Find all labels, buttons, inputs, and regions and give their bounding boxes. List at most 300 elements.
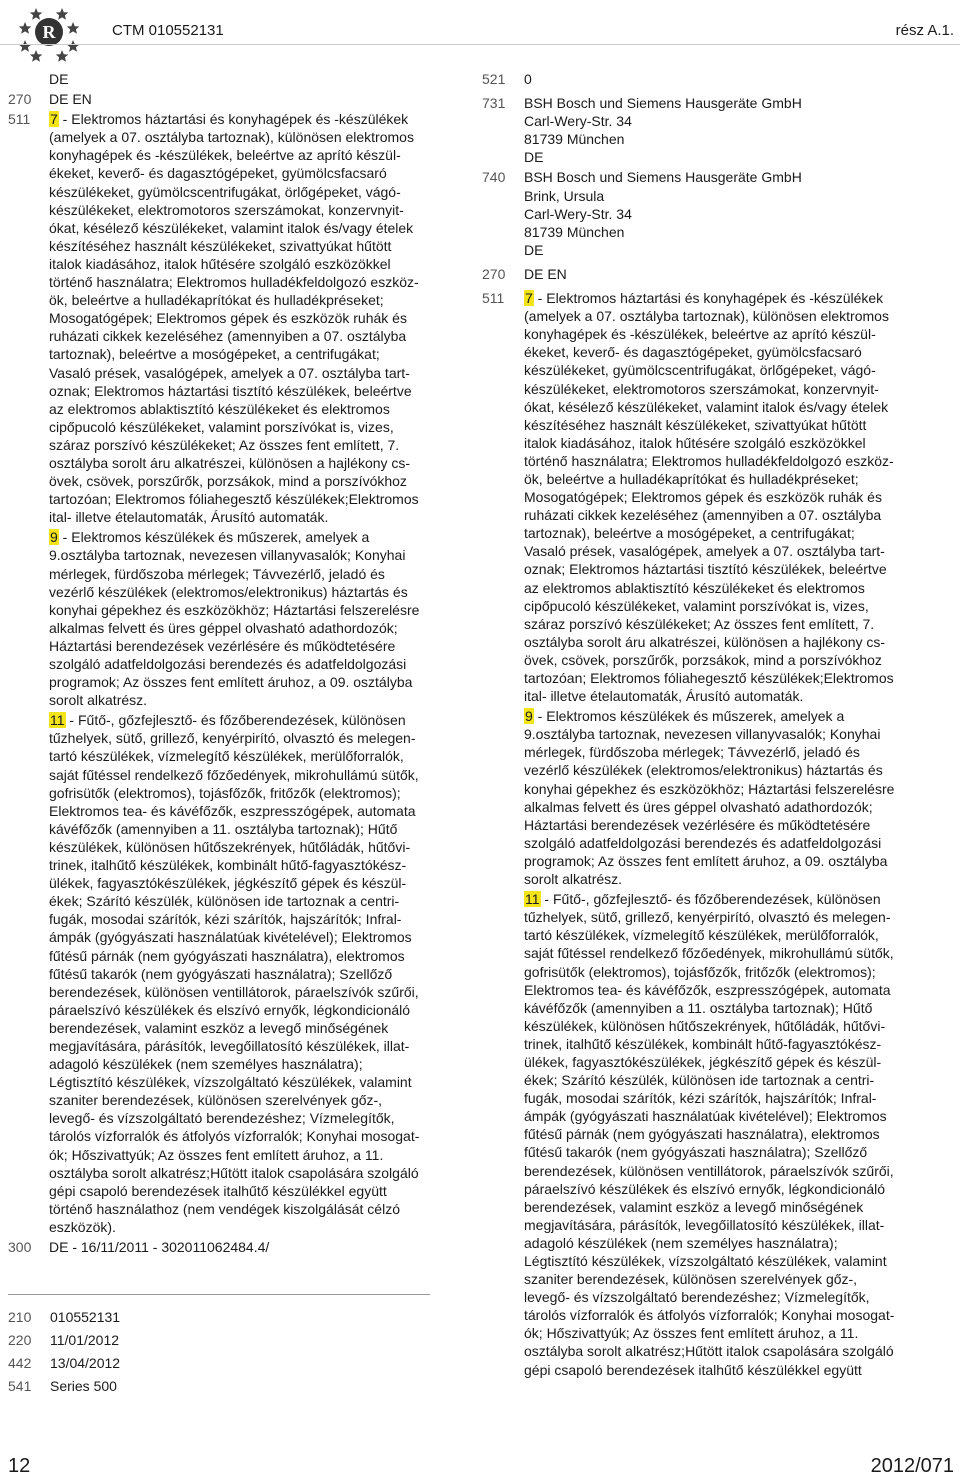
text-line — [524, 852, 912, 870]
text-span: cipőpucoló készülékeket, valamint porszívókat is, vizes, — [524, 597, 869, 614]
priority-row — [8, 1238, 438, 1256]
text-line — [49, 128, 438, 146]
text-span: fugák, mosodai szárítók, kézi szárítók, hajszárítók; Infral- — [524, 1090, 877, 1107]
document-number: CTM 010552131 — [112, 22, 224, 39]
code-731: 731 — [482, 95, 506, 112]
code-521: 521 — [482, 71, 506, 87]
text-line — [524, 506, 912, 524]
text-span: mérlegek, fürdőszoba mérlegek; Távvezérlő, jeladó és — [524, 744, 860, 761]
text-span: Elektromos tea- és kávéfőzők, eszpresszógépek, automata — [524, 981, 891, 998]
text-span: konyhagépek és -készülékek, beleértve az aprító készül- — [524, 326, 876, 343]
text-line — [49, 291, 438, 309]
code-270: 270 — [8, 91, 32, 108]
text-span: tartozóan; Elektromos fóliahegesztő készülékek;Elektromos — [49, 491, 419, 508]
text-line — [49, 472, 438, 490]
text-span: trinek, italhűtő készülékek, kombinált hűtő-fagyasztókész- — [524, 1035, 882, 1052]
meta-row-3 — [8, 1375, 120, 1398]
text-line — [524, 981, 912, 999]
text-span: kávéfőzők (amennyiben a 11. osztályba tartoznak); Hűtő — [49, 820, 398, 837]
text-line — [524, 488, 912, 506]
text-line — [49, 1200, 438, 1218]
text-span: ruházati cikkek kezeléséhez (amennyiben a 07. osztályba — [524, 507, 882, 524]
class-7-text — [524, 289, 912, 705]
text-span: az elektromos ablaktisztító készülékeket és elektromos — [49, 400, 390, 417]
text-line — [524, 1288, 912, 1306]
class-number-badge: 9 — [50, 529, 58, 546]
text-span: osztályba sorolt alkatrész;Hűtött italok csapolására szolgáló — [49, 1164, 419, 1181]
text-line — [524, 524, 912, 542]
meta-value: 11/01/2012 — [50, 1332, 120, 1348]
text-span: ök, beleértve a hulladékaprítókat és hulladékpréseket; — [49, 292, 384, 309]
text-span: megjavítására, párásítók, levegőillatosító készülékek, illat- — [524, 1216, 885, 1233]
text-span: sorolt alkatrész. — [49, 692, 148, 709]
text-span: cipőpucoló készülékeket, valamint porszívókat is, vizes, — [49, 418, 394, 435]
text-span: tűzhelyek, sütő, grillező, kenyérpirító, olvasztó és melegen- — [524, 909, 891, 926]
text-line — [49, 1001, 438, 1019]
text-span: 9.osztályba tartoznak, nevezesen villanyvasalók; Konyhai — [49, 547, 406, 564]
text-span: berendezések, valamint eszköz a levegő minőségének — [49, 1019, 389, 1036]
text-line — [49, 892, 438, 910]
text-line — [49, 164, 438, 182]
text-line — [524, 579, 912, 597]
text-span: történő használatra; Elektromos hulladékfeldolgozó eszköz- — [524, 452, 894, 469]
text-line — [524, 707, 912, 725]
text-span: készülékek, különösen hűtőszekrények, hűtőládák, hűtővi- — [49, 838, 411, 855]
text-span: berendezések, különösen ventillátorok, páraelszívók szűrői, — [49, 983, 419, 1000]
text-line — [524, 343, 912, 361]
text-span: tartó készülékek, vízmelegítő készülékek, merülőforralók, — [49, 748, 404, 765]
text-line — [49, 820, 438, 838]
text-span: italok kiadásához, italok hűtésére szolgáló eszközökkel — [49, 255, 391, 272]
meta-code: 442 — [8, 1355, 32, 1371]
text-span: levegő- és vízszolgáltató berendezéshez; Vízmelegítők, — [524, 1289, 870, 1306]
text-line — [524, 687, 912, 705]
text-span: programok; Az összes fent említett áruhoz, a 09. osztályba — [49, 674, 413, 691]
text-line — [524, 1107, 912, 1125]
text-line — [524, 780, 912, 798]
issue-number: 2012/071 — [870, 1455, 954, 1477]
text-span: gépi csapoló berendezések italhűtő készülékkel együtt — [524, 1361, 862, 1378]
code-270: 270 — [482, 265, 506, 282]
text-line — [49, 528, 438, 546]
class-11-text — [49, 711, 438, 1236]
text-line — [524, 816, 912, 834]
text-span: történő használathoz (nem vendégek kiszolgálását célzó — [49, 1200, 400, 1217]
text-line — [49, 983, 438, 1001]
text-span: ékeket, keverő- és dagasztógépeket, gyümölcsfacsaró — [524, 344, 862, 361]
representative-block — [482, 168, 912, 258]
text-span: 9.osztályba tartoznak, nevezesen villanyvasalók; Konyhai — [524, 726, 881, 743]
text-span: történő használatra; Elektromos hulladékfeldolgozó eszköz- — [49, 274, 419, 291]
text-span: szaniter berendezések, különösen szerelvények gőz-, — [49, 1092, 383, 1109]
value-521: 0 — [524, 71, 532, 87]
text-line — [524, 361, 912, 379]
text-span: konyhai gépekhez és eszközökhöz; Háztartási felszerelésre — [524, 780, 895, 797]
text-span: tűzhelyek, sütő, grillező, kenyérpirító, olvasztó és melegen- — [49, 730, 416, 747]
text-span: ékeket, keverő- és dagasztógépeket, gyümölcsfacsaró — [49, 165, 387, 182]
text-span: osztályba sorolt áru alkatrészei, különösen a hajlékony cs- — [524, 633, 886, 650]
text-span: levegő- és vízszolgáltató berendezéshez; Vízmelegítők, — [49, 1110, 395, 1127]
text-span: osztályba sorolt alkatrész;Hűtött italok csapolására szolgáló — [524, 1343, 894, 1360]
text-span: fugák, mosodai szárítók, kézi szárítók, hajszárítók; Infral- — [49, 911, 402, 928]
text-line — [49, 874, 438, 892]
right-goods-block — [482, 289, 912, 1379]
class-number-badge: 7 — [50, 111, 58, 128]
row-521 — [482, 70, 912, 88]
text-span: Háztartási berendezések vezérlésére és működtetésére — [49, 637, 396, 654]
text-line — [524, 1234, 912, 1252]
text-line — [49, 1127, 438, 1145]
text-span: - Fűtő-, gőzfejlesztő- és főzőberendezések, különösen — [65, 712, 406, 729]
text-line — [524, 1162, 912, 1180]
text-span: tartó készülékek, vízmelegítő készülékek, merülőforralók, — [524, 927, 879, 944]
text-span: fűtésű takarók (nem gyógyászati használatra); Szellőző — [49, 965, 393, 982]
text-line — [524, 944, 912, 962]
right-column — [482, 70, 912, 1379]
text-span: ülékek, fagyasztókészülékek, jégkészítő gépek és készül- — [524, 1053, 882, 1070]
text-line — [524, 1071, 912, 1089]
text-line — [524, 633, 912, 651]
text-line — [49, 345, 438, 363]
text-line — [49, 747, 438, 765]
meta-value: 010552131 — [50, 1309, 121, 1325]
text-line — [49, 418, 438, 436]
text-line — [49, 1091, 438, 1109]
text-span: osztályba sorolt áru alkatrészei, különösen a hajlékony cs- — [49, 454, 411, 471]
text-line — [524, 761, 912, 779]
owner-street: Carl-Wery-Str. 34 — [524, 113, 632, 130]
class-number-badge: 11 — [50, 712, 65, 729]
text-span: ök, beleértve a hulladékaprítókat és hulladékpréseket; — [524, 470, 859, 487]
text-line — [524, 1306, 912, 1324]
text-line — [524, 890, 912, 908]
text-line — [524, 452, 912, 470]
text-span: ókat, késélező készülékeket, valamint italok és/vagy ételek — [49, 219, 414, 236]
text-span: tartoznak), beleértve a mosógépeket, a centrifugákat; — [524, 525, 855, 542]
text-line — [49, 219, 438, 237]
text-span: berendezések, különösen ventillátorok, páraelszívók szűrői, — [524, 1162, 894, 1179]
text-span: - Fűtő-, gőzfejlesztő- és főzőberendezések, különösen — [540, 891, 881, 908]
meta-row-2 — [8, 1352, 120, 1375]
text-line — [524, 1342, 912, 1360]
text-line — [524, 1125, 912, 1143]
text-span: Elektromos tea- és kávéfőzők, eszpresszógépek, automata — [49, 802, 416, 819]
left-top-language: DE — [49, 71, 69, 87]
text-span: - Elektromos készülékek és műszerek, amelyek a — [533, 708, 845, 725]
text-span: ülékek, fagyasztókészülékek, jégkészítő gépek és készül- — [49, 875, 407, 892]
text-span: tárolós vízforralók és átfolyós vízforralók; Konyhai mosogat- — [524, 1307, 895, 1324]
text-line — [524, 1180, 912, 1198]
rep-person: Brink, Ursula — [524, 187, 605, 204]
text-line — [49, 110, 438, 128]
text-span: fűtésű párnák (nem gyógyászati használatra), elektromos — [524, 1126, 880, 1143]
text-line — [524, 398, 912, 416]
text-line — [524, 798, 912, 816]
text-line — [49, 1164, 438, 1182]
text-span: ókat, késélező készülékeket, valamint italok és/vagy ételek — [524, 398, 889, 415]
class-7-text — [49, 110, 438, 526]
text-span: oznak; Elektromos háztartási tisztító készülékek, beleértve — [524, 561, 887, 578]
text-line — [524, 434, 912, 452]
text-span: Légtisztító készülékek, vízszolgáltató készülékek, valamint — [49, 1074, 412, 1091]
languages: DE EN — [524, 265, 567, 282]
text-span: vezérlő készülékek (elektromos/elektronikus) háztartás és — [49, 583, 408, 600]
text-line — [49, 364, 438, 382]
text-line — [49, 729, 438, 747]
text-line — [49, 784, 438, 802]
text-span: gofrisütők (elektromos), tojásfőzők, fritőzők (elektromos); — [49, 784, 401, 801]
meta-code: 220 — [8, 1332, 32, 1348]
text-span: gépi csapoló berendezések italhűtő készülékkel együtt — [49, 1182, 387, 1199]
text-span: alkalmas felvett és üres géppel olvasható adathordozók; — [524, 798, 873, 815]
text-span: készülékeket, gyümölcscentrifugákat, örlőgépeket, vágó- — [49, 183, 401, 200]
text-span: páraelszívó készülékek és elszívó ernyők, légkondicionáló — [524, 1180, 886, 1197]
text-line — [524, 999, 912, 1017]
meta-row-1 — [8, 1329, 120, 1352]
text-line — [49, 947, 438, 965]
text-line — [524, 669, 912, 687]
text-line — [524, 1198, 912, 1216]
code-511: 511 — [8, 111, 31, 128]
text-line — [524, 1252, 912, 1270]
text-line — [524, 1216, 912, 1234]
text-line — [524, 560, 912, 578]
page-number: 12 — [8, 1455, 31, 1477]
left-goods-block — [8, 110, 438, 1236]
text-span: vezérlő készülékek (elektromos/elektronikus) háztartás és — [524, 762, 883, 779]
text-span: készülékeket, gyümölcscentrifugákat, örlőgépeket, vágó- — [524, 362, 876, 379]
text-line — [49, 146, 438, 164]
text-line — [524, 1143, 912, 1161]
text-span: Légtisztító készülékek, vízszolgáltató készülékek, valamint — [524, 1253, 887, 1269]
text-line — [49, 490, 438, 508]
text-line — [49, 565, 438, 583]
priority-claim: DE - 16/11/2011 - 302011062484.4/ — [49, 1239, 270, 1255]
text-span: berendezések, valamint eszköz a levegő minőségének — [524, 1198, 864, 1215]
text-line — [524, 926, 912, 944]
text-span: oznak; Elektromos háztartási tisztító készülékek, beleértve — [49, 382, 412, 399]
text-line — [524, 307, 912, 325]
text-line — [49, 655, 438, 673]
text-line — [524, 834, 912, 852]
text-span: (amelyek a 07. osztályba tartoznak), különösen elektromos — [49, 129, 414, 146]
text-span: adagoló készülékek (nem személyes használatra); — [49, 1056, 363, 1073]
meta-row-0 — [8, 1306, 120, 1329]
text-span: fűtésű párnák (nem gyógyászati használatra), elektromos — [49, 947, 405, 964]
text-line — [49, 454, 438, 472]
text-line — [524, 870, 912, 888]
text-span: száraz porszívó készülékeket; Az összes fent említett, 7. — [49, 436, 400, 453]
code-511: 511 — [482, 290, 505, 307]
text-span: páraelszívó készülékek és elszívó ernyők, légkondicionáló — [49, 1001, 411, 1018]
meta-value: Series 500 — [50, 1378, 117, 1394]
text-line — [49, 1109, 438, 1127]
text-line — [49, 673, 438, 691]
text-span: készülékeket, elektromotoros szerszámokat, konzervnyit- — [524, 380, 879, 397]
text-line — [49, 965, 438, 983]
text-span: ámpák (gyógyászati használatúak kivételével); Elektromos — [49, 929, 412, 946]
text-span: tartoznak), beleértve a mosógépeket, a centrifugákat; — [49, 346, 380, 363]
text-span: mérlegek, fürdőszoba mérlegek; Távvezérlő, jeladó és — [49, 565, 385, 582]
text-line — [49, 1218, 438, 1236]
svg-text:R: R — [42, 22, 56, 42]
languages: DE EN — [49, 91, 92, 108]
text-span: alkalmas felvett és üres géppel olvasható adathordozók; — [49, 619, 398, 636]
text-line — [524, 725, 912, 743]
class-11-text — [524, 890, 912, 1379]
text-span: szolgáló adatfeldolgozási berendezés és adatfeldolgozási — [49, 656, 407, 672]
left-column — [8, 70, 438, 1256]
text-line — [49, 1055, 438, 1073]
text-span: konyhai gépekhez és eszközökhöz; Háztartási felszerelésre — [49, 601, 420, 618]
text-line — [49, 201, 438, 219]
rep-country: DE — [524, 241, 544, 258]
text-line — [524, 380, 912, 398]
text-span: ékek; Szárító készülék, különösen ide tartoznak a centri- — [49, 893, 400, 910]
text-line — [49, 910, 438, 928]
text-span: italok kiadásához, italok hűtésére szolgáló eszközökkel — [524, 434, 866, 451]
rep-city: 81739 München — [524, 223, 625, 240]
text-span: övek, csövek, porszűrők, porzsákok, mind a porszívókhoz — [524, 651, 882, 668]
text-span: szolgáló adatfeldolgozási berendezés és adatfeldolgozási — [524, 834, 882, 851]
text-span: kávéfőzők (amennyiben a 11. osztályba tartoznak); Hűtő — [524, 999, 873, 1016]
text-line — [49, 273, 438, 291]
text-span: eszközök). — [49, 1218, 116, 1235]
text-line — [49, 711, 438, 729]
text-span: adagoló készülékek (nem személyes használatra); — [524, 1234, 838, 1251]
text-line — [49, 382, 438, 400]
text-line — [49, 838, 438, 856]
owner-country: DE — [524, 149, 544, 166]
right-languages-row — [482, 265, 912, 283]
text-line — [524, 908, 912, 926]
text-line — [49, 583, 438, 601]
text-line — [524, 416, 912, 434]
text-span: konyhagépek és -készülékek, beleértve az aprító készül- — [49, 147, 401, 164]
class-number-badge: 9 — [525, 708, 533, 725]
text-line — [49, 1019, 438, 1037]
text-span: száraz porszívó készülékeket; Az összes fent említett, 7. — [524, 615, 875, 632]
text-line — [49, 766, 438, 784]
text-line — [524, 963, 912, 981]
text-line — [49, 619, 438, 637]
text-line — [49, 856, 438, 874]
text-span: saját fűtéssel rendelkező főzőedények, mikrohullámú sütők, — [49, 766, 419, 783]
text-span: trinek, italhűtő készülékek, kombinált hűtő-fagyasztókész- — [49, 857, 407, 874]
class-number-badge: 7 — [525, 290, 533, 307]
text-span: - Elektromos háztartási és konyhagépek és -készülékek — [58, 111, 409, 128]
text-line — [49, 327, 438, 345]
text-line — [524, 1035, 912, 1053]
text-span: ruházati cikkek kezeléséhez (amennyiben a 07. osztályba — [49, 328, 407, 345]
text-line — [524, 597, 912, 615]
code-740: 740 — [482, 169, 506, 186]
text-line — [49, 1182, 438, 1200]
header-divider — [0, 44, 960, 45]
filing-metadata — [8, 1306, 120, 1398]
code-300: 300 — [8, 1239, 32, 1255]
text-span: ital- illetve ételautomaták, Árusító automaták. — [49, 509, 329, 526]
text-line — [49, 637, 438, 655]
text-line — [524, 743, 912, 761]
text-line — [524, 1017, 912, 1035]
text-line — [49, 309, 438, 327]
text-span: saját fűtéssel rendelkező főzőedények, mikrohullámú sütők, — [524, 945, 894, 962]
text-span: Mosogatógépek; Elektromos gépek és eszközök ruhák és — [49, 310, 407, 327]
text-span: Mosogatógépek; Elektromos gépek és eszközök ruhák és — [524, 489, 882, 506]
text-span: készítéséhez használt készülékeket, szivattyúkat hűtött — [49, 237, 392, 254]
text-line — [49, 691, 438, 709]
text-span: készülékeket, elektromotoros szerszámokat, konzervnyit- — [49, 201, 404, 218]
class-number-badge: 11 — [525, 891, 540, 908]
text-span: ital- illetve ételautomaták, Árusító automaták. — [524, 688, 804, 705]
text-span: sorolt alkatrész. — [524, 871, 623, 888]
text-span: az elektromos ablaktisztító készülékeket és elektromos — [524, 579, 865, 596]
text-line — [49, 802, 438, 820]
rep-street: Carl-Wery-Str. 34 — [524, 205, 632, 222]
text-line — [49, 928, 438, 946]
owner-name: BSH Bosch und Siemens Hausgeräte GmbH — [524, 95, 802, 112]
text-span: ékek; Szárító készülék, különösen ide tartoznak a centri- — [524, 1072, 875, 1089]
text-span: készítéséhez használt készülékeket, szivattyúkat hűtött — [524, 416, 867, 433]
text-span: tartozóan; Elektromos fóliahegesztő készülékek;Elektromos — [524, 670, 894, 686]
text-line — [49, 436, 438, 454]
text-line — [49, 237, 438, 255]
text-line — [49, 1073, 438, 1091]
meta-code: 210 — [8, 1309, 32, 1325]
text-span: készülékek, különösen hűtőszekrények, hűtőládák, hűtővi- — [524, 1017, 886, 1034]
text-line — [49, 546, 438, 564]
text-span: szaniter berendezések, különösen szerelvények gőz-, — [524, 1271, 858, 1288]
left-languages-row — [8, 90, 438, 108]
text-line — [524, 542, 912, 560]
text-line — [524, 1053, 912, 1071]
text-line — [524, 651, 912, 669]
text-line — [524, 325, 912, 343]
eu-flag-logo — [8, 2, 90, 62]
text-line — [49, 1146, 438, 1164]
part-label: rész A.1. — [895, 22, 954, 39]
text-line — [49, 1037, 438, 1055]
text-span: - Elektromos háztartási és konyhagépek és -készülékek — [533, 290, 884, 307]
text-line — [524, 615, 912, 633]
text-span: Vasaló prések, vasalógépek, amelyek a 07. osztályba tart- — [49, 364, 410, 381]
meta-code: 541 — [8, 1378, 32, 1394]
text-span: övek, csövek, porszűrők, porzsákok, mind a porszívókhoz — [49, 473, 407, 490]
class-9-text — [524, 707, 912, 888]
text-span: Háztartási berendezések vezérlésére és működtetésére — [524, 816, 871, 833]
text-span: gofrisütők (elektromos), tojásfőzők, fritőzők (elektromos); — [524, 963, 876, 980]
text-span: ók; Hőszivattyúk; Az összes fent említett áruhoz, a 11. — [49, 1146, 384, 1163]
text-span: - Elektromos készülékek és műszerek, amelyek a — [58, 529, 370, 546]
owner-city: 81739 München — [524, 131, 625, 148]
text-line — [524, 1361, 912, 1379]
text-span: ámpák (gyógyászati használatúak kivételével); Elektromos — [524, 1108, 887, 1125]
text-line — [524, 1270, 912, 1288]
meta-value: 13/04/2012 — [50, 1355, 121, 1371]
text-line — [49, 400, 438, 418]
text-line — [49, 508, 438, 526]
left-separator — [8, 1294, 430, 1295]
text-span: programok; Az összes fent említett áruhoz, a 09. osztályba — [524, 852, 888, 869]
class-9-text — [49, 528, 438, 709]
text-line — [524, 470, 912, 488]
text-span: (amelyek a 07. osztályba tartoznak), különösen elektromos — [524, 308, 889, 325]
text-line — [524, 1089, 912, 1107]
rep-name: BSH Bosch und Siemens Hausgeräte GmbH — [524, 169, 802, 186]
text-span: Vasaló prések, vasalógépek, amelyek a 07. osztályba tart- — [524, 543, 885, 560]
text-span: tárolós vízforralók és átfolyós vízforralók; Konyhai mosogat- — [49, 1128, 420, 1145]
